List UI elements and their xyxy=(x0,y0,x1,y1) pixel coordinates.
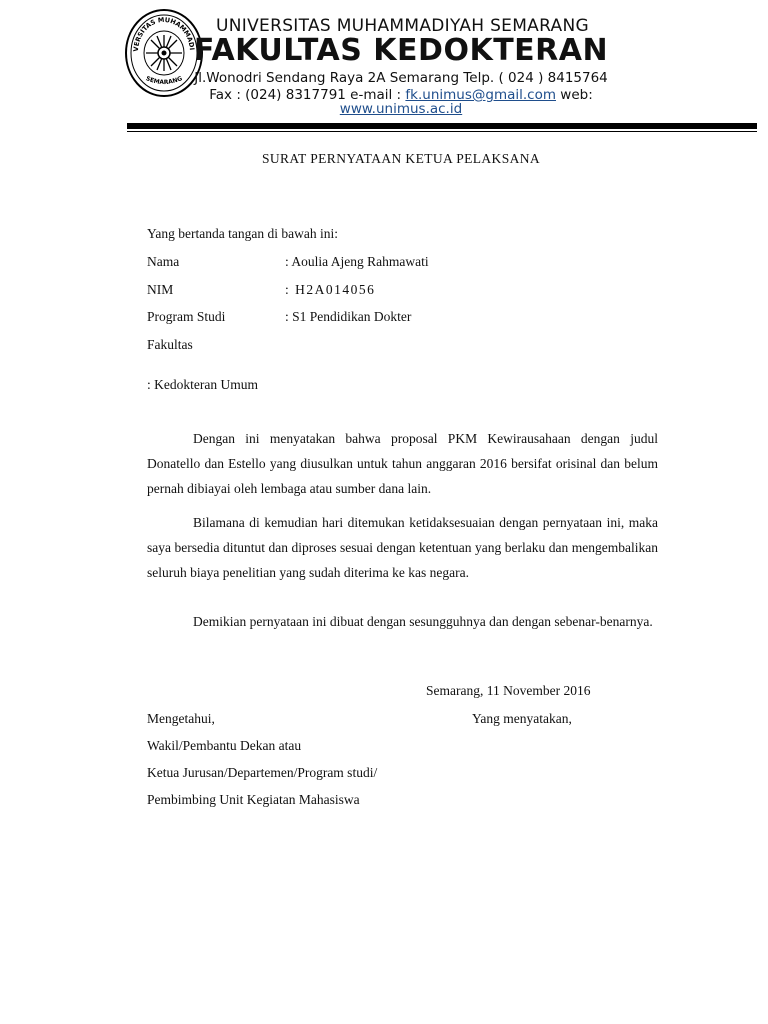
paragraph-statement-text: Dengan ini menyatakan bahwa proposal PKM Kewirausahaan dengan judul Donatello dan Estello yang diusulkan untuk tahun anggaran 2016 bersifat orisinal dan belum pernah dibiayai oleh lembaga atau sumber dana lain. xyxy=(147,431,658,496)
signatory-line-3: Pembimbing Unit Kegiatan Mahasiswa xyxy=(147,792,360,807)
field-label-fakultas: Fakultas xyxy=(147,337,193,352)
field-value-fakultas: : Kedokteran Umum xyxy=(147,377,258,392)
website-line xyxy=(176,101,626,117)
faculty-name: FAKULTAS KEDOKTERAN xyxy=(193,33,609,68)
field-value-program-studi: : S1 Pendidikan Dokter xyxy=(285,309,412,324)
field-value-nim: : H2A014056 xyxy=(285,282,376,297)
svg-text:SEMARANG: SEMARANG xyxy=(144,75,184,87)
paragraph-statement xyxy=(147,426,658,501)
field-label-program-studi: Program Studi xyxy=(147,309,226,324)
paragraph-closing xyxy=(147,612,658,632)
paragraph-closing-text: Demikian pernyataan ini dibuat dengan sesungguhnya dan dengan sebenar-benarnya. xyxy=(193,614,653,629)
paragraph-consequence-text: Bilamana di kemudian hari ditemukan ketidaksesuaian dengan pernyataan ini, maka saya bersedia dituntut dan diproses sesuai dengan ketentuan yang berlaku dan mengembalikan seluruh biaya penelitian yang sudah diterima ke kas negara. xyxy=(147,515,658,580)
acknowledged-label: Mengetahui, xyxy=(147,711,215,726)
paragraph-consequence xyxy=(147,510,658,585)
website-link[interactable]: www.unimus.ac.id xyxy=(339,101,463,117)
place-date: Semarang, 11 November 2016 xyxy=(426,683,591,698)
field-label-nama: Nama xyxy=(147,254,180,269)
field-value-nama: : Aoulia Ajeng Rahmawati xyxy=(285,254,429,269)
field-label-nim: NIM xyxy=(147,282,174,297)
signatory-line-2: Ketua Jurusan/Departemen/Program studi/ xyxy=(147,765,378,780)
letterhead-divider xyxy=(127,123,757,129)
svg-text:UNIVERSITAS MUHAMMADIYAH: VERSITAS MUHAMMADI xyxy=(131,15,196,52)
signatory-line-1: Wakil/Pembantu Dekan atau xyxy=(147,738,302,753)
intro-text: Yang bertanda tangan di bawah ini: xyxy=(147,226,338,241)
fax-text: Fax : (024) 8317791 e-mail : xyxy=(209,87,406,103)
letterhead-divider-thin xyxy=(127,131,757,132)
document-title: SURAT PERNYATAAN KETUA PELAKSANA xyxy=(261,151,541,166)
address-line: Jl.Wonodri Sendang Raya 2A Semarang Telp. ( 024 ) 8415764 xyxy=(194,70,608,86)
email-link[interactable]: fk.unimus@gmail.com xyxy=(405,87,556,103)
university-name: UNIVERSITAS MUHAMMADIYAH SEMARANG xyxy=(216,16,589,36)
web-label: web: xyxy=(556,87,593,103)
declarant-label: Yang menyatakan, xyxy=(472,711,572,726)
